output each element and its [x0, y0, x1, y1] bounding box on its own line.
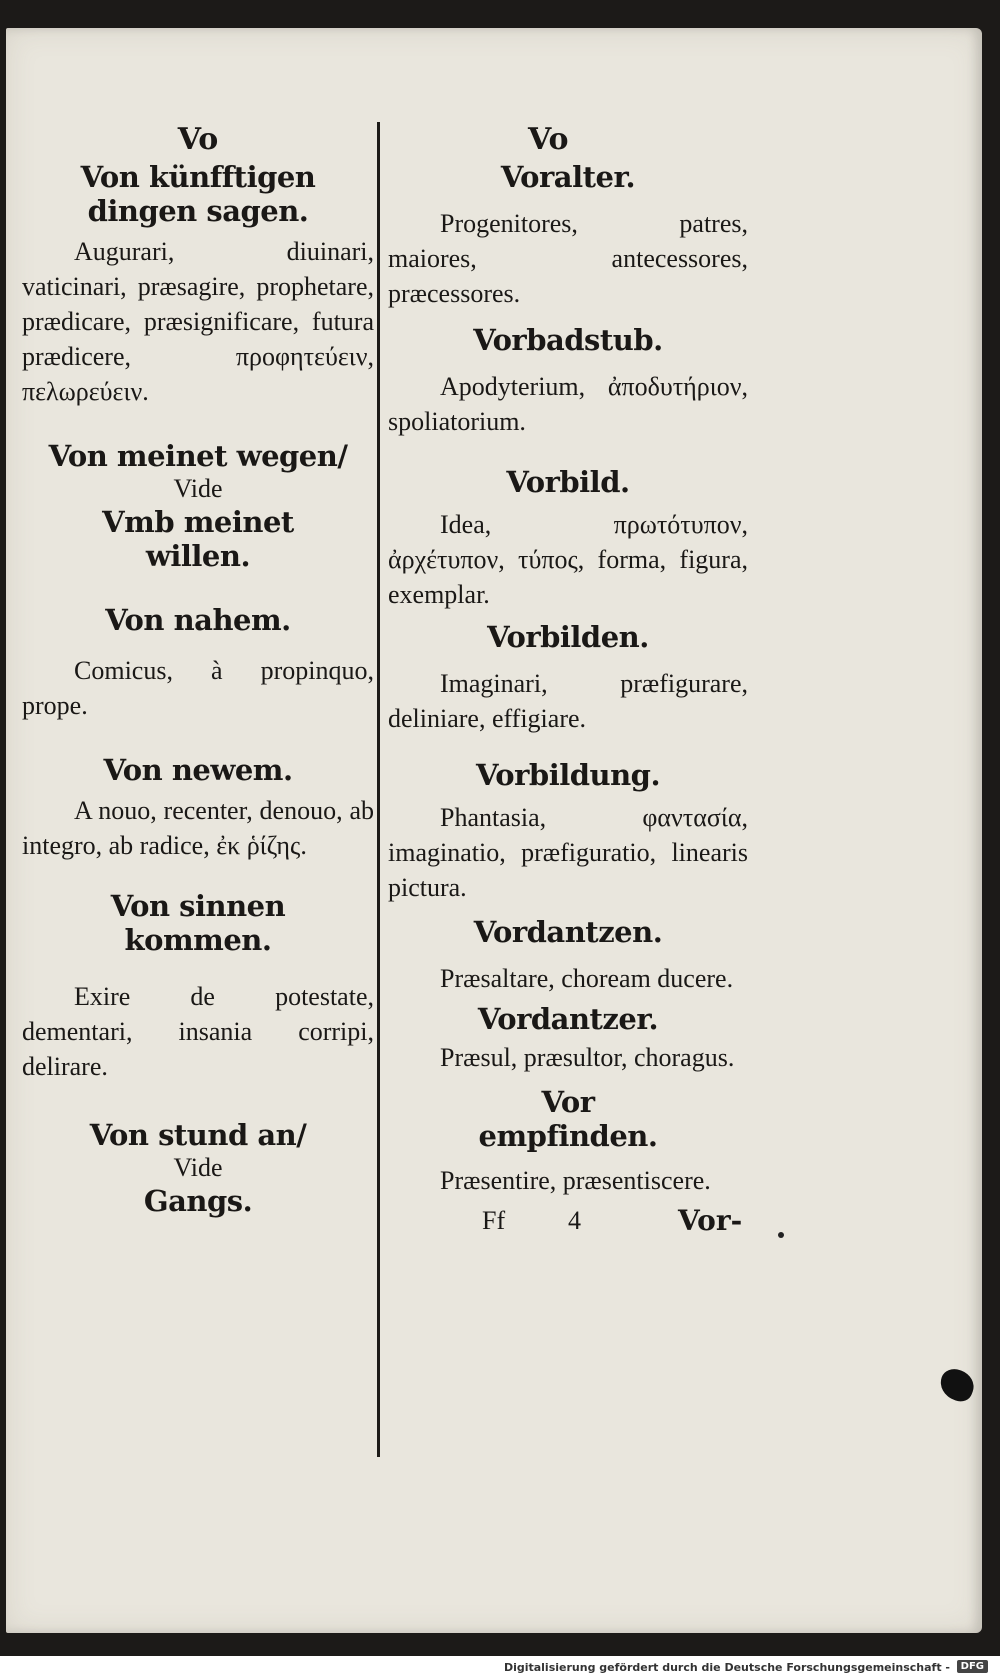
cross-reference: Vmb meinet willen. [102, 505, 294, 573]
entry [388, 620, 748, 736]
entry-lemma: Vorbadstub. [473, 323, 663, 357]
left-column [22, 120, 374, 1218]
catchline [388, 1204, 748, 1244]
entry-definition: Progenitores, patres, maiores, antecessores, præcessores. [388, 209, 748, 308]
entry [388, 1002, 748, 1075]
entry [22, 439, 374, 573]
entry-lemma: Voralter. [500, 160, 636, 194]
entry-lemma: Von sinnen kommen. [110, 889, 286, 957]
right-column-header: Vo [528, 122, 569, 157]
entry-lemma: Vorbilden. [487, 620, 649, 654]
entry-definition: Idea, πρωτότυπον, ἀρχέτυπον, τύπος, forma, figura, exemplar. [388, 510, 748, 609]
dfg-logo: DFG [957, 1660, 988, 1673]
entry-lemma: Von künfftigen dingen sagen. [80, 160, 316, 228]
entry-definition: Phantasia, φαντασία, imaginatio, præfiguratio, linearis pictura. [388, 803, 748, 902]
signature-mark: Ff [482, 1206, 506, 1235]
entry-definition: Augurari, diuinari, vaticinari, præsagire, prophetare, prædicare, præsignificare, futura prædicere, προφητεύειν, πελωρεύειν. [22, 237, 374, 406]
entry-definition: Comicus, à propinquo, prope. [22, 656, 374, 720]
entry [388, 323, 748, 439]
cross-reference: Gangs. [143, 1184, 253, 1218]
entry-lemma: Von stund an/ [89, 1118, 307, 1152]
entry [388, 1085, 748, 1198]
entry-lemma: Von newem. [103, 753, 293, 787]
entry [388, 915, 748, 996]
entry-lemma: Vorbild. [506, 465, 630, 499]
entry-definition: Imaginari, præfigurare, deliniare, effigiare. [388, 669, 748, 733]
entry-definition: Præsaltare, choream ducere. [440, 964, 734, 993]
entry [388, 465, 748, 612]
column-divider [377, 122, 380, 1457]
signature-number: 4 [568, 1206, 581, 1235]
entry-lemma: Vorbildung. [475, 758, 661, 792]
entry-definition: Præsentire, præsentiscere. [440, 1166, 711, 1195]
left-column-header: Vo [177, 122, 219, 157]
entry-definition: Exire de potestate, dementari, insania corripi, delirare. [22, 982, 374, 1081]
entry [22, 1118, 374, 1218]
ink-dot [778, 1232, 784, 1238]
entry-definition: A nouo, recenter, denouo, ab integro, ab radice, ἐκ ῥίζης. [22, 796, 374, 860]
entry [22, 753, 374, 863]
entry [22, 889, 374, 1084]
entry [388, 160, 748, 311]
entry-definition: Apodyterium, ἀποδυτήριον, spoliatorium. [388, 372, 748, 436]
entry-lemma: Von meinet wegen/ [48, 439, 348, 473]
vide-label: Vide [173, 1153, 223, 1182]
entry [388, 758, 748, 905]
right-column [388, 120, 748, 1244]
catchword: Vor- [678, 1204, 743, 1237]
entry-lemma: Vordantzen. [473, 915, 663, 949]
entry-definition: Præsul, præsultor, choragus. [440, 1043, 735, 1072]
entry-lemma: Von nahem. [105, 603, 291, 637]
entry-lemma: Vordantzer. [477, 1002, 659, 1036]
entry [22, 160, 374, 409]
footer-credit: Digitalisierung gefördert durch die Deutsche Forschungsgemeinschaft - [503, 1661, 950, 1674]
vide-label: Vide [173, 474, 223, 503]
entry-lemma: Vor empfinden. [478, 1085, 658, 1153]
entry [22, 603, 374, 723]
